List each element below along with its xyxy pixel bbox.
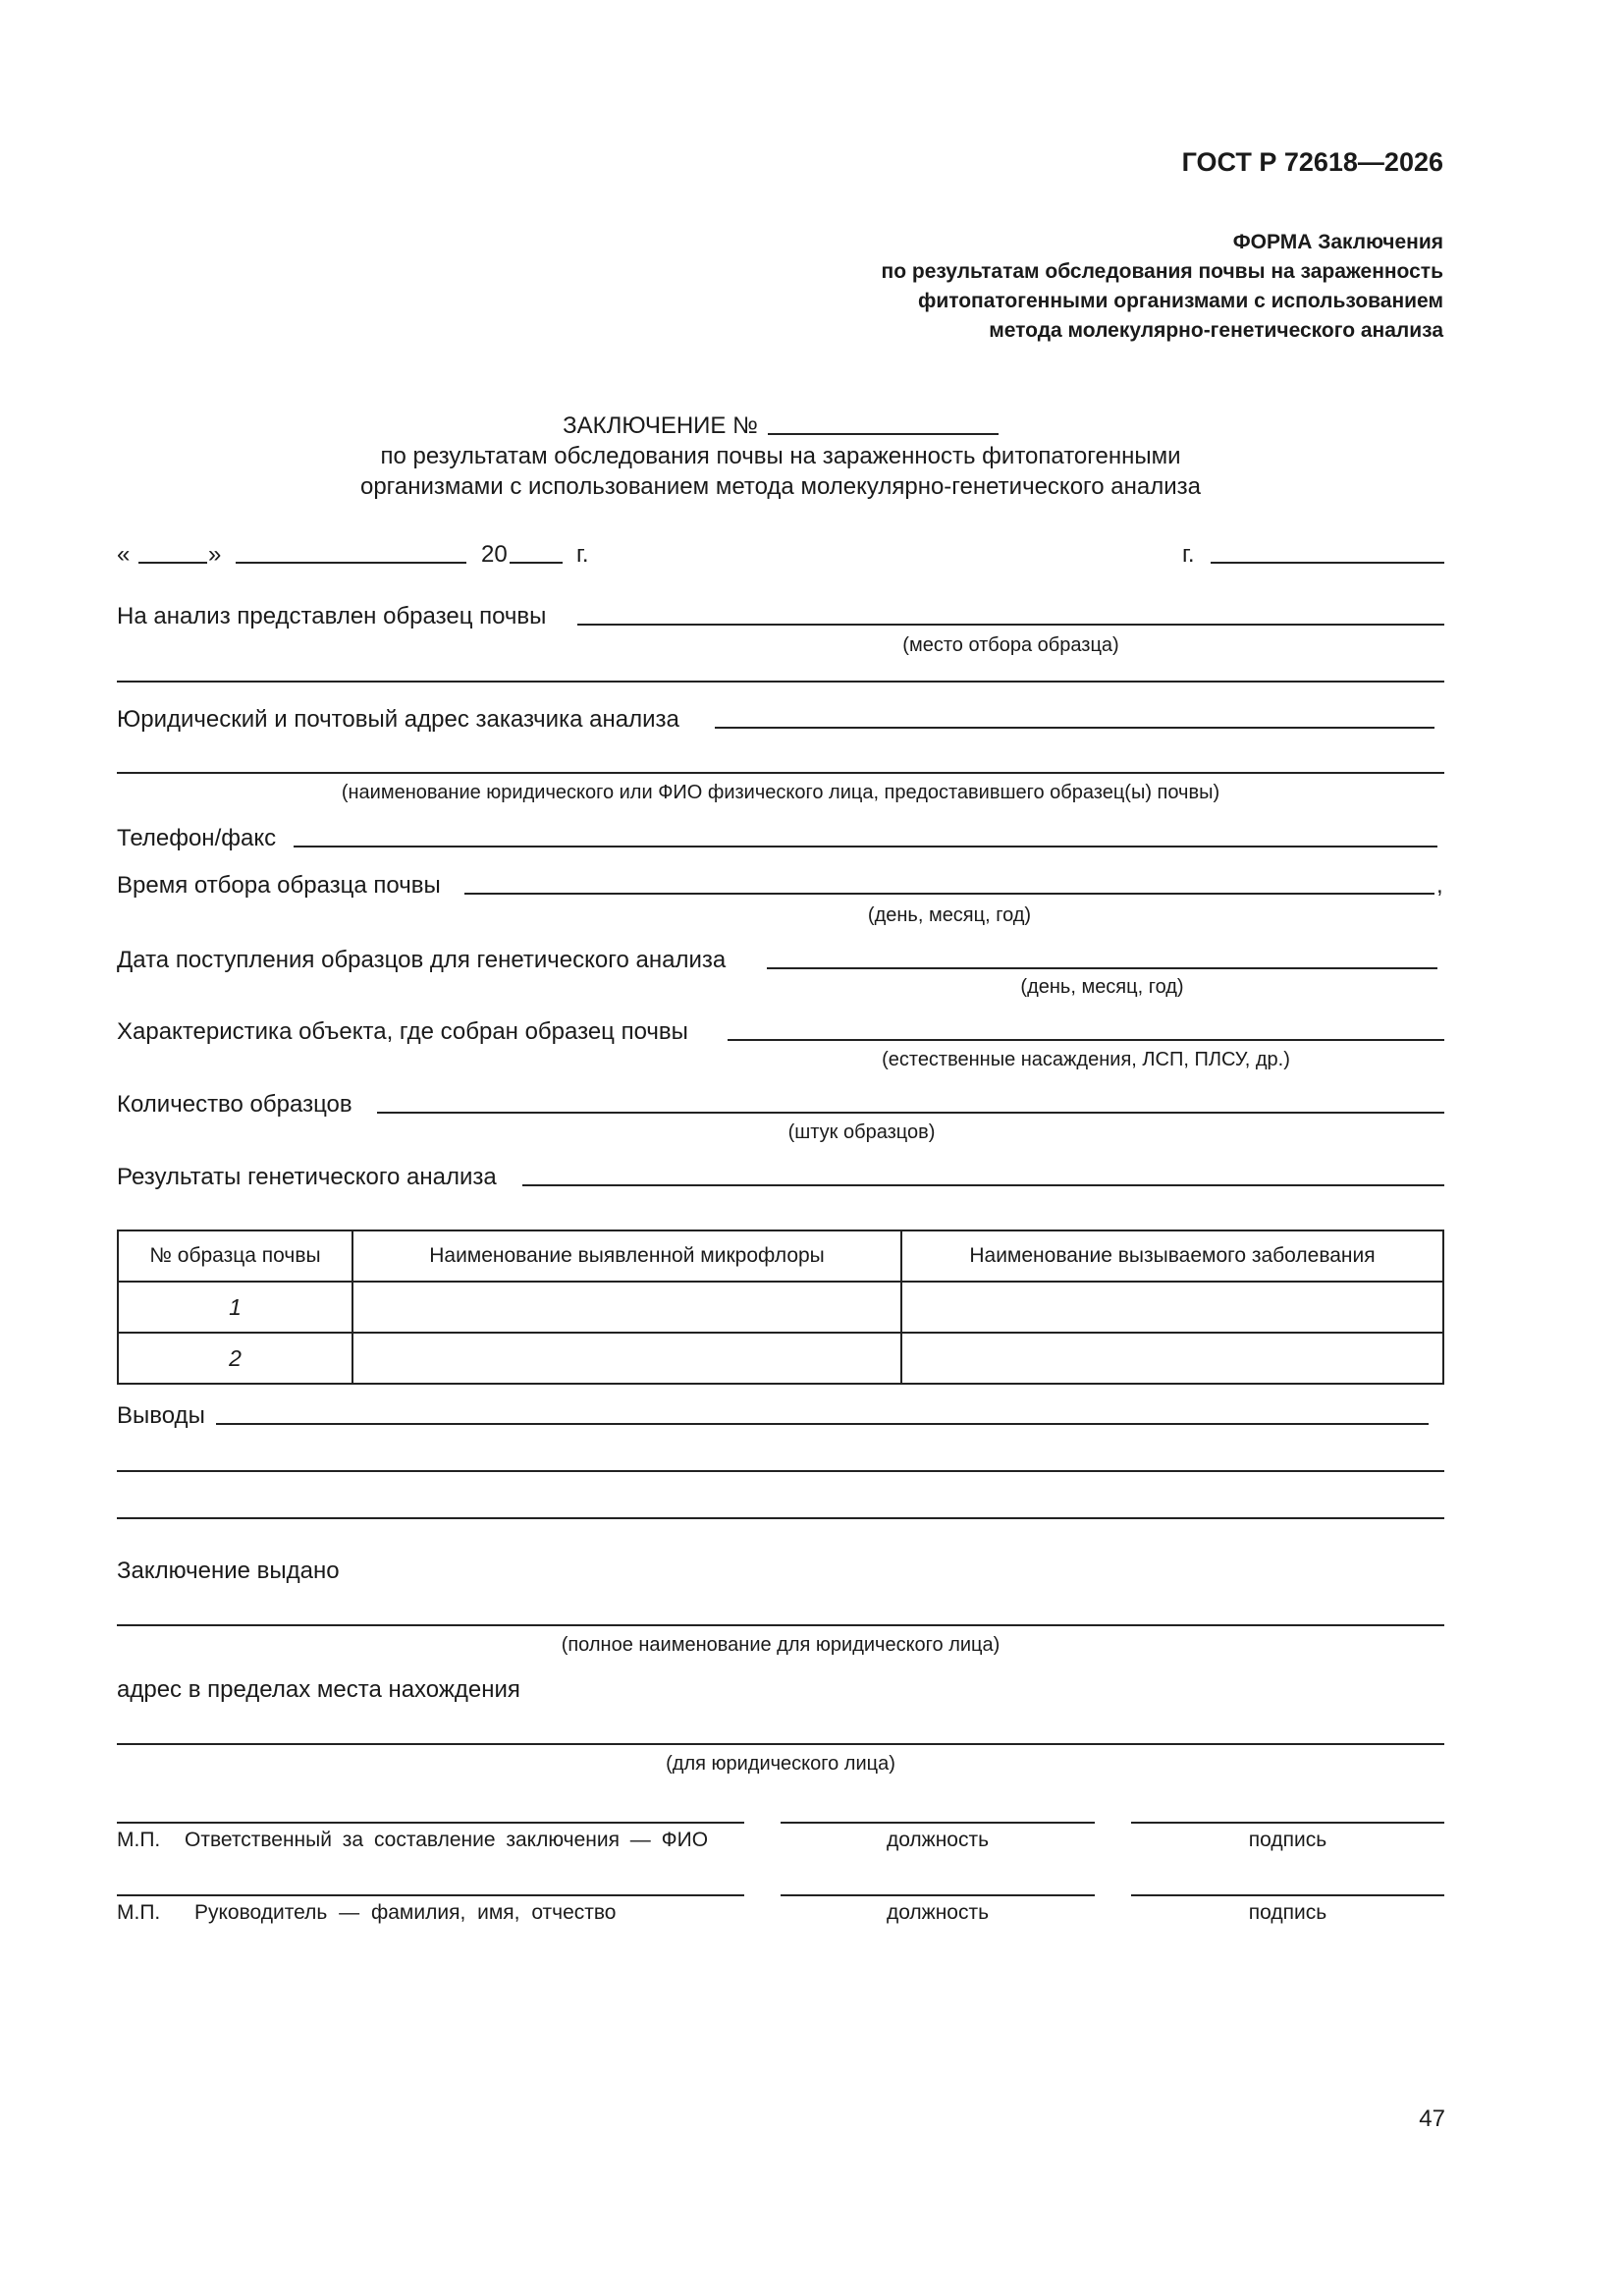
table-cell-disease[interactable] [901,1282,1443,1333]
table-header-row [118,1230,1443,1282]
conclusions-label: Выводы [117,1402,205,1429]
conclusions-field[interactable] [216,1423,1429,1425]
results-field[interactable] [522,1184,1444,1186]
stamp-label: М.П. [117,1829,161,1851]
conclusion-subtitle-line: по результатам обследования почвы на зараженность фитопатогенными [380,443,1181,469]
table-cell-disease[interactable] [901,1333,1443,1384]
object-label: Характеристика объекта, где собран образец почвы [117,1018,688,1045]
conclusion-title [118,410,1443,502]
table-cell-microflora[interactable] [352,1282,901,1333]
issued-to-label: Заключение выдано [117,1558,340,1584]
form-title [658,228,1443,346]
column-header-disease: Наименование вызываемого заболевания [901,1230,1443,1282]
table-row [118,1282,1443,1333]
phone-field[interactable] [294,846,1437,847]
sample-count-hint: (штук образцов) [787,1121,936,1143]
year-suffix: г. [576,541,589,568]
receipt-date-hint: (день, месяц, год) [1020,976,1184,998]
position-caption: должность [886,1829,990,1851]
column-header-microflora: Наименование выявленной микрофлоры [352,1230,901,1282]
head-position-field[interactable] [781,1894,1095,1896]
results-label: Результаты генетического анализа [117,1164,497,1190]
sample-label: На анализ представлен образец почвы [117,603,547,629]
responsible-name-field[interactable] [117,1822,744,1824]
head-name-field[interactable] [117,1894,744,1896]
head-label: Руководитель — фамилия, имя, отчество [194,1901,617,1924]
month-field[interactable] [236,562,466,564]
issued-to-hint: (полное наименование для юридического лица) [561,1634,1001,1656]
table-cell-sample-number: 2 [118,1333,352,1384]
object-hint: (естественные насаждения, ЛСП, ПЛСУ, др.) [882,1049,1290,1070]
conclusions-field-line-2[interactable] [117,1470,1444,1472]
signature-caption: подпись [1248,1901,1327,1924]
sample-count-field[interactable] [377,1112,1444,1114]
object-field[interactable] [728,1039,1444,1041]
customer-address-label: Юридический и почтовый адрес заказчика анализа [117,706,679,733]
conclusion-number-label: ЗАКЛЮЧЕНИЕ № [563,412,758,439]
sample-field[interactable] [577,624,1444,626]
responsible-position-field[interactable] [781,1822,1095,1824]
receipt-date-label: Дата поступления образцов для генетического анализа [117,947,727,973]
responsible-signature-field[interactable] [1131,1822,1444,1824]
customer-address-field[interactable] [715,727,1434,729]
form-title-line: фитопатогенными организмами с использованием [917,290,1443,312]
year-field[interactable] [510,562,563,564]
sampling-time-label: Время отбора образца почвы [117,872,441,899]
sampling-time-hint: (день, месяц, год) [867,904,1032,926]
customer-name-hint: (наименование юридического или ФИО физического лица, предоставившего образец(ы) почвы) [341,782,1220,803]
sample-count-label: Количество образцов [117,1091,352,1118]
responsible-label: Ответственный за составление заключения — ФИО [185,1829,709,1851]
phone-label: Телефон/факс [117,825,277,851]
conclusions-field-line-3[interactable] [117,1517,1444,1519]
results-table [117,1230,1444,1385]
day-field[interactable] [138,562,207,564]
table-cell-sample-number: 1 [118,1282,352,1333]
sampling-time-field[interactable] [464,893,1434,895]
stamp-label: М.П. [117,1901,161,1924]
form-title-line: ФОРМА Заключения [1232,231,1443,253]
issued-to-field[interactable] [117,1624,1444,1626]
location-address-field[interactable] [117,1743,1444,1745]
form-title-line: метода молекулярно-генетического анализа [989,319,1443,342]
head-signature-field[interactable] [1131,1894,1444,1896]
sample-field-continued[interactable] [117,681,1444,683]
city-field[interactable] [1211,562,1444,564]
date-open-quote: « [117,541,131,568]
conclusion-number-field[interactable] [768,433,999,435]
sampling-time-comma: , [1436,872,1443,899]
conclusion-subtitle-line: организмами с использованием метода молекулярно-генетического анализа [359,473,1201,500]
column-header-sample-number: № образца почвы [118,1230,352,1282]
page-number: 47 [1419,2105,1445,2132]
city-prefix: г. [1182,541,1195,568]
location-address-label: адрес в пределах места нахождения [117,1676,520,1703]
sample-hint: (место отбора образца) [902,634,1119,656]
signature-caption: подпись [1248,1829,1327,1851]
table-row [118,1333,1443,1384]
date-close-quote: » [208,541,222,568]
receipt-date-field[interactable] [767,967,1437,969]
document-code: ГОСТ Р 72618—2026 [1181,147,1443,177]
location-address-hint: (для юридического лица) [666,1753,895,1775]
form-title-line: по результатам обследования почвы на зараженность [881,260,1443,283]
year-prefix: 20 [481,541,508,568]
table-cell-microflora[interactable] [352,1333,901,1384]
position-caption: должность [886,1901,990,1924]
customer-name-field[interactable] [117,772,1444,774]
